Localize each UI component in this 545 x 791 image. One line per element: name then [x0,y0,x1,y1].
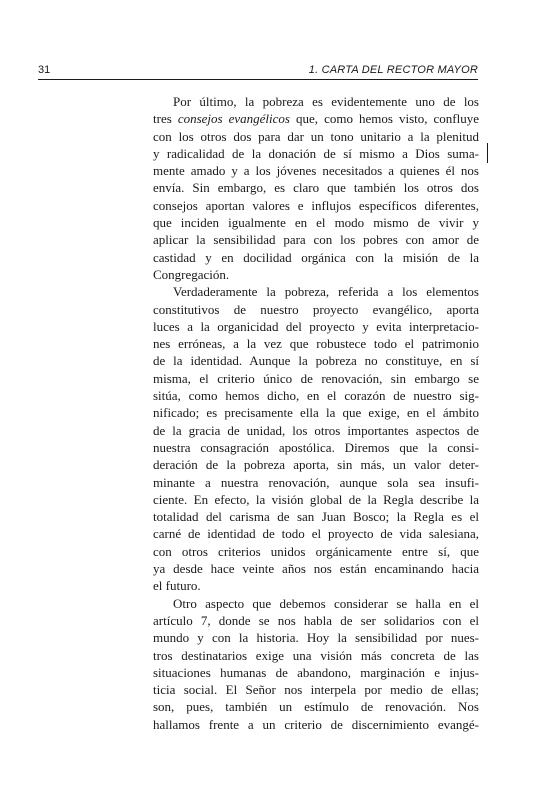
text-line: Por último, la pobreza es evidentemente uno de los [173,94,479,109]
text-line: hallamos frente a un criterio de discernimiento evangé- [153,716,479,732]
text-line: y radicalidad de la donación de sí mismo a Dios suma- [153,145,479,161]
text-line: artículo 7, donde se nos habla de ser solidarios con el [153,612,479,628]
paragraph [153,93,479,283]
paragraph [153,283,479,594]
text-line: Verdaderamente la pobreza, referida a los elementos [173,284,479,300]
text-line: totalidad del carisma de san Juan Bosco; la Regla es el [153,509,479,525]
margin-mark [487,143,488,163]
text-line: deración de la pobreza aporta, sin más, un valor deter- [153,457,479,473]
text-line: envía. Sin embargo, es claro que también los otros dos [153,180,479,196]
text-line: castidad y en docilidad orgánica con la misión de la [153,249,479,265]
body-text [153,93,479,733]
text-line: tros destinatarios exige una visión más concreta de las [153,647,479,663]
paragraph [153,595,479,733]
text-line: que inciden igualmente en el modo mismo de vivir y [153,215,479,231]
text-line: sitúa, como hemos dicho, en el corazón de nuestro sig- [153,388,479,404]
page-header [38,63,478,80]
text-line: aplicar la sensibilidad para con los pobres con amor de [153,232,479,248]
text-line: carné de identidad de todo el proyecto de vida salesiana, [153,526,479,542]
text-line: nuestra consagración apostólica. Diremos que la consi- [153,439,479,455]
running-head: 1. CARTA DEL RECTOR MAYOR [308,64,478,76]
text-line: mundo y con la historia. Hoy la sensibilidad por nues- [153,630,479,646]
text-line: nes erróneas, a la vez que robustece todo el patrimonio [153,336,479,352]
text-line: consejos aportan valores e influjos específicos diferentes, [153,197,479,213]
text-line: minante a nuestra renovación, aunque sola sea insufi- [153,474,479,490]
text-line: el futuro. [153,578,201,594]
text-line: de la gracia de unidad, los otros importantes aspectos de [153,422,479,438]
text-line: ya desde hace veinte años nos están encaminando hacia [153,561,479,577]
text-line [153,110,479,127]
text-line: con otros criterios unidos orgánicamente entre sí, que [153,543,479,559]
text-line: Otro aspecto que debemos considerar se halla en el [173,595,479,611]
text-run: que, como hemos visto, confluye [289,111,479,127]
text-line: ciente. En efecto, la visión global de la Regla describe la [153,491,479,507]
text-line: constitutivos de nuestro proyecto evangélico, aporta [153,301,479,317]
text-line: de la identidad. Aunque la pobreza no constituye, en sí [153,353,479,369]
text-line: nificado; es precisamente ella la que exige, en el ámbito [153,405,479,421]
text-line: Congregación. [153,266,230,282]
text-line: son, pues, también un estímulo de renovación. Nos [153,699,479,715]
text-line: mente amado y a los jóvenes necesitados a quienes él nos [153,163,479,179]
text-line: misma, el criterio único de renovación, sin embargo se [153,370,479,386]
text-line: situaciones humanas de abandono, marginación e injus- [153,664,479,680]
text-line: ticia social. El Señor nos interpela por medio de ellas; [153,682,479,698]
page-number: 31 [38,64,51,76]
emphasized-text: consejos evangélicos [177,111,290,127]
text-line: con los otros dos para dar un tono unitario a la plenitud [153,128,479,144]
text-line: luces a la organicidad del proyecto y evita interpretacio- [153,318,479,334]
text-run: tres [153,111,178,127]
